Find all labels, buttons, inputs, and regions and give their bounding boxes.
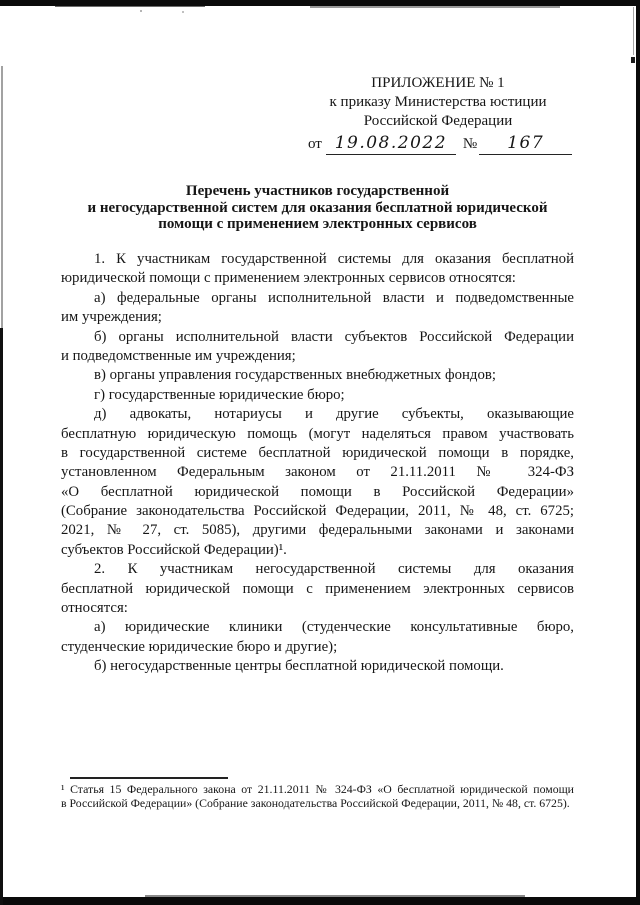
body-line: относятся: — [61, 600, 128, 617]
scan-artifact-right-gray — [633, 7, 634, 55]
order-date-line — [308, 127, 600, 155]
body-line: 2. К участникам негосударственной системы для оказания — [94, 561, 574, 578]
appendix-header-line: к приказу Министерства юстиции — [329, 93, 547, 110]
body-line: (Собрание законодательства Российской Федерации, 2011, № 48, ст. 6725; — [61, 503, 574, 520]
body-line: юридической помощи с применением электронных сервисов относятся: — [61, 270, 516, 287]
body-line: им учреждения; — [61, 309, 162, 326]
footnote-line: ¹ Статья 15 Федерального закона от 21.11.2011 № 324-ФЗ «О бесплатной юридической помощи — [61, 782, 574, 796]
scan-artifact-top-gray-2 — [310, 6, 560, 8]
appendix-header — [300, 74, 576, 130]
body-line: бесплатную юридическую помощь (могут наделяться правом участвовать — [61, 425, 574, 442]
order-date-label: от — [308, 136, 322, 152]
footnote-separator — [70, 777, 228, 779]
body-line: студенческие юридические бюро и другие); — [61, 638, 338, 655]
order-date-handwritten: 19.08.2022 — [326, 133, 456, 155]
body-line: 2021, № 27, ст. 5085), другими федеральными законами и законами — [61, 522, 574, 539]
body-line: б) негосударственные центры бесплатной юридической помощи. — [94, 658, 504, 675]
appendix-header-line: Российской Федерации — [363, 112, 513, 129]
scan-artifact-right-tick — [631, 57, 635, 63]
footnote-line: в Российской Федерации» (Собрание законодательства Российской Федерации, 2011, № 48, ст. 6725). — [61, 795, 570, 810]
body-line: бесплатной юридической помощи с применением электронных сервисов — [61, 580, 574, 597]
scan-artifact-right-black — [636, 0, 640, 905]
body-line: в государственной системе бесплатной юридической помощи в порядке, — [61, 444, 574, 461]
scan-artifact-left-gray — [1, 66, 3, 328]
footnote — [61, 783, 574, 810]
body-line: б) органы исполнительной власти субъектов Российской Федерации — [94, 328, 574, 345]
appendix-header-line: ПРИЛОЖЕНИЕ № 1 — [371, 75, 505, 91]
scan-artifact-bottom-band — [0, 897, 640, 905]
body-line: в) органы управления государственных внебюджетных фондов; — [94, 367, 496, 384]
scan-artifact-speck — [182, 11, 184, 13]
body-line: «О бесплатной юридической помощи в Российской Федерации» — [61, 483, 574, 500]
order-number-label: № — [462, 136, 478, 152]
document-title — [61, 183, 574, 233]
body-line: 1. К участникам государственной системы для оказания бесплатной — [94, 251, 574, 267]
body-line: г) государственные юридические бюро; — [94, 386, 345, 403]
scan-artifact-bottom-gray — [145, 895, 525, 897]
title-line: Перечень участников государственной — [185, 183, 450, 199]
title-line: и негосударственной систем для оказания бесплатной юридической — [87, 199, 548, 216]
document-body — [61, 250, 574, 677]
body-line: установленном Федеральным законом от 21.11.2011 № 324-ФЗ — [61, 464, 574, 481]
title-line: помощи с применением электронных сервисов — [158, 216, 477, 233]
body-line: и подведомственные им учреждения; — [61, 347, 296, 364]
body-line: д) адвокаты, нотариусы и другие субъекты, оказывающие — [94, 406, 574, 423]
body-line: субъектов Российской Федерации)¹. — [61, 541, 287, 558]
scan-artifact-top-gray-1 — [55, 6, 205, 7]
scan-artifact-speck — [140, 10, 142, 12]
body-line: а) федеральные органы исполнительной власти и подведомственные — [94, 289, 574, 306]
body-line: а) юридические клиники (студенческие консультативные бюро, — [94, 619, 574, 636]
order-number-handwritten: 167 — [479, 133, 572, 155]
scan-artifact-left-black — [0, 328, 3, 905]
